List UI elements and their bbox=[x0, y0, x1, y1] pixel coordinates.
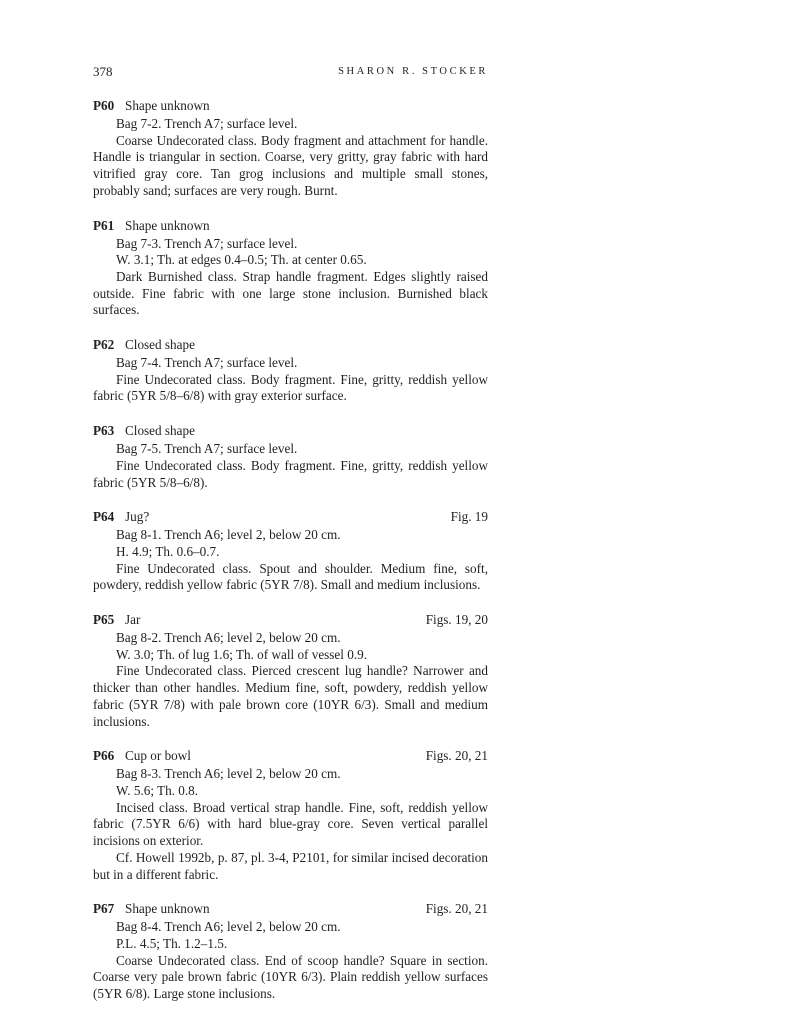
entry-paragraph: Coarse Undecorated class. Body fragment and attachment for handle. Handle is triangular in section. Coarse, very gritty, gray fabric with hard vitrified gray core. Tan grog inclusions and multiple small stones, probably sand; surfaces are very rough. Burnt. bbox=[93, 132, 488, 198]
entry-paragraph: Incised class. Broad vertical strap handle. Fine, soft, reddish yellow fabric (7.5YR 6/6) with hard blue-gray core. Seven vertical parallel incisions on exterior. bbox=[93, 799, 488, 849]
entry-paragraph: Fine Undecorated class. Pierced crescent lug handle? Narrower and thicker than other handles. Medium fine, soft, powdery, reddish yellow fabric (5YR 7/8) with pale brown core (10YR 6/3). Small and medium inclusions. bbox=[93, 663, 488, 729]
entry-paragraph: Bag 7-2. Trench A7; surface level. bbox=[116, 116, 298, 131]
entry-paragraph: Bag 8-4. Trench A6; level 2, below 20 cm. bbox=[116, 919, 341, 935]
figure-reference: Fig. 19 bbox=[450, 509, 488, 525]
vessel-shape: Shape unknown bbox=[125, 217, 210, 233]
entry-paragraph: Bag 8-1. Trench A6; level 2, below 20 cm. bbox=[116, 527, 341, 543]
entry-heading bbox=[93, 612, 488, 629]
entry-heading bbox=[93, 218, 488, 235]
catalogue-number: P66 bbox=[93, 748, 115, 764]
catalogue-entry bbox=[93, 337, 488, 405]
figure-reference: Figs. 20, 21 bbox=[425, 748, 488, 764]
catalogue-entry bbox=[93, 612, 488, 730]
entry-paragraph: Bag 7-5. Trench A7; surface level. bbox=[116, 441, 298, 457]
entry-paragraph: Coarse Undecorated class. End of scoop handle? Square in section. Coarse very pale brown fabric (10YR 6/3). Plain reddish yellow surfaces (5YR 6/8). Large stone inclusions. bbox=[93, 952, 488, 1002]
entry-heading bbox=[93, 901, 488, 918]
entry-heading bbox=[93, 423, 488, 440]
figure-reference: Figs. 19, 20 bbox=[425, 612, 488, 628]
vessel-shape: Shape unknown bbox=[125, 98, 210, 113]
entry-paragraph: P.L. 4.5; Th. 1.2–1.5. bbox=[116, 935, 228, 951]
catalogue-number: P62 bbox=[93, 337, 115, 353]
vessel-shape: Jar bbox=[125, 612, 141, 628]
entry-paragraph: W. 3.0; Th. of lug 1.6; Th. of wall of vessel 0.9. bbox=[116, 646, 368, 662]
running-head bbox=[93, 64, 488, 81]
vessel-shape: Closed shape bbox=[125, 337, 195, 353]
entry-heading bbox=[93, 98, 488, 115]
entry-paragraph: Fine Undecorated class. Body fragment. Fine, gritty, reddish yellow fabric (5YR 5/8–6/8). bbox=[93, 457, 488, 490]
running-head-author: SHARON R. STOCKER bbox=[338, 66, 488, 77]
entry-paragraph: H. 4.9; Th. 0.6–0.7. bbox=[116, 543, 220, 559]
catalogue-entry bbox=[93, 423, 488, 491]
vessel-shape: Cup or bowl bbox=[125, 748, 191, 764]
entry-paragraph: Dark Burnished class. Strap handle fragment. Edges slightly raised outside. Fine fabric with one large stone inclusion. Burnished black surfaces. bbox=[93, 268, 488, 318]
catalogue-number: P60 bbox=[93, 98, 115, 113]
entry-paragraph: Fine Undecorated class. Spout and shoulder. Medium fine, soft, powdery, reddish yellow fabric (5YR 7/8). Small and medium inclusions. bbox=[93, 560, 488, 593]
figure-reference: Figs. 20, 21 bbox=[425, 901, 488, 917]
catalogue-number: P64 bbox=[93, 509, 115, 525]
vessel-shape: Jug? bbox=[125, 509, 150, 525]
catalogue-entry bbox=[93, 98, 488, 200]
entry-heading bbox=[93, 748, 488, 765]
entry-paragraph: W. 3.1; Th. at edges 0.4–0.5; Th. at center 0.65. bbox=[116, 252, 367, 268]
entry-heading bbox=[93, 337, 488, 354]
catalogue-number: P63 bbox=[93, 423, 115, 439]
entry-paragraph: Fine Undecorated class. Body fragment. Fine, gritty, reddish yellow fabric (5YR 5/8–6/8) with gray exterior surface. bbox=[93, 371, 488, 404]
vessel-shape: Shape unknown bbox=[125, 901, 210, 917]
entry-paragraph: Bag 8-3. Trench A6; level 2, below 20 cm. bbox=[116, 766, 341, 782]
entry-paragraph: Cf. Howell 1992b, p. 87, pl. 3-4, P2101, for similar incised decoration but in a different fabric. bbox=[93, 849, 488, 882]
catalogue-entry bbox=[93, 218, 488, 320]
catalogue-number: P61 bbox=[93, 217, 115, 233]
catalogue-entries bbox=[93, 98, 488, 1021]
entry-paragraph: Bag 8-2. Trench A6; level 2, below 20 cm. bbox=[116, 630, 341, 646]
catalogue-entry bbox=[93, 901, 488, 1003]
entry-paragraph: Bag 7-4. Trench A7; surface level. bbox=[116, 355, 298, 371]
entry-heading bbox=[93, 509, 488, 526]
catalogue-number: P67 bbox=[93, 901, 115, 917]
catalogue-entry bbox=[93, 748, 488, 883]
vessel-shape: Closed shape bbox=[125, 423, 195, 439]
page-number: 378 bbox=[93, 64, 113, 79]
entry-paragraph: Bag 7-3. Trench A7; surface level. bbox=[116, 235, 298, 251]
catalogue-number: P65 bbox=[93, 612, 115, 628]
entry-paragraph: W. 5.6; Th. 0.8. bbox=[116, 782, 199, 798]
catalogue-entry bbox=[93, 509, 488, 594]
